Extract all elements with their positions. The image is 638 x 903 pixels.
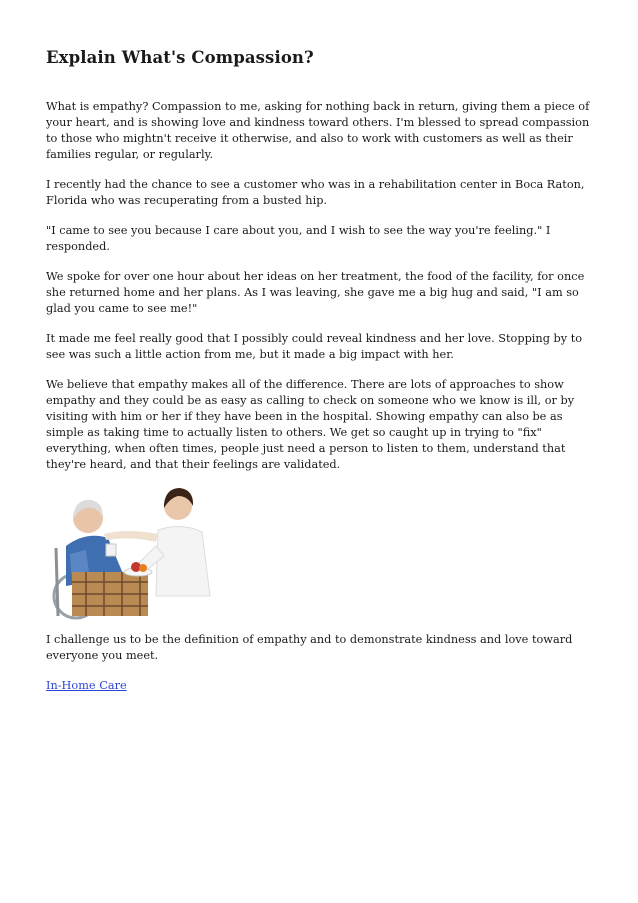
paragraph: We spoke for over one hour about her ideas on her treatment, the food of the facility, for once she returned home and her plans. As I was leaving, she gave me a big hug and said, "I am so glad you came to see me!" <box>46 270 585 315</box>
paragraph: We believe that empathy makes all of the difference. There are lots of approaches to show empathy and they could be as easy as calling to check on someone who we know is ill, or by visiting with him or her if they have been in the hospital. Showing empathy can also be as simple as taking time to actually listen to others. We get so caught up in trying to "fix" everything, when often times, people just need a person to listen to them, understand that they're heard, and that their feelings are validated. <box>46 378 575 471</box>
in-home-care-link[interactable]: In-Home Care <box>46 679 127 692</box>
caregiver-photo <box>46 476 252 620</box>
paragraph: "I came to see you because I care about you, and I wish to see the way you're feeling." I responded. <box>46 224 551 253</box>
paragraph: What is empathy? Compassion to me, asking for nothing back in return, giving them a piece of your heart, and is showing love and kindness toward others. I'm blessed to spread compassion to those who mightn't receive it otherwise, and also to work with customers as well as their families regular, or regularly. <box>46 100 590 161</box>
caregiver-illustration <box>46 476 252 620</box>
closing-paragraph: I challenge us to be the definition of empathy and to demonstrate kindness and love toward everyone you meet. <box>46 633 573 662</box>
page-title: Explain What's Compassion? <box>46 48 314 67</box>
paragraph: It made me feel really good that I possibly could reveal kindness and her love. Stopping by to see was such a little action from me, but it made a big impact with her. <box>46 332 583 361</box>
article-body <box>46 99 596 487</box>
closing-section <box>46 632 596 694</box>
paragraph: I recently had the chance to see a customer who was in a rehabilitation center in Boca Raton, Florida who was recuperating from a busted hip. <box>46 178 585 207</box>
